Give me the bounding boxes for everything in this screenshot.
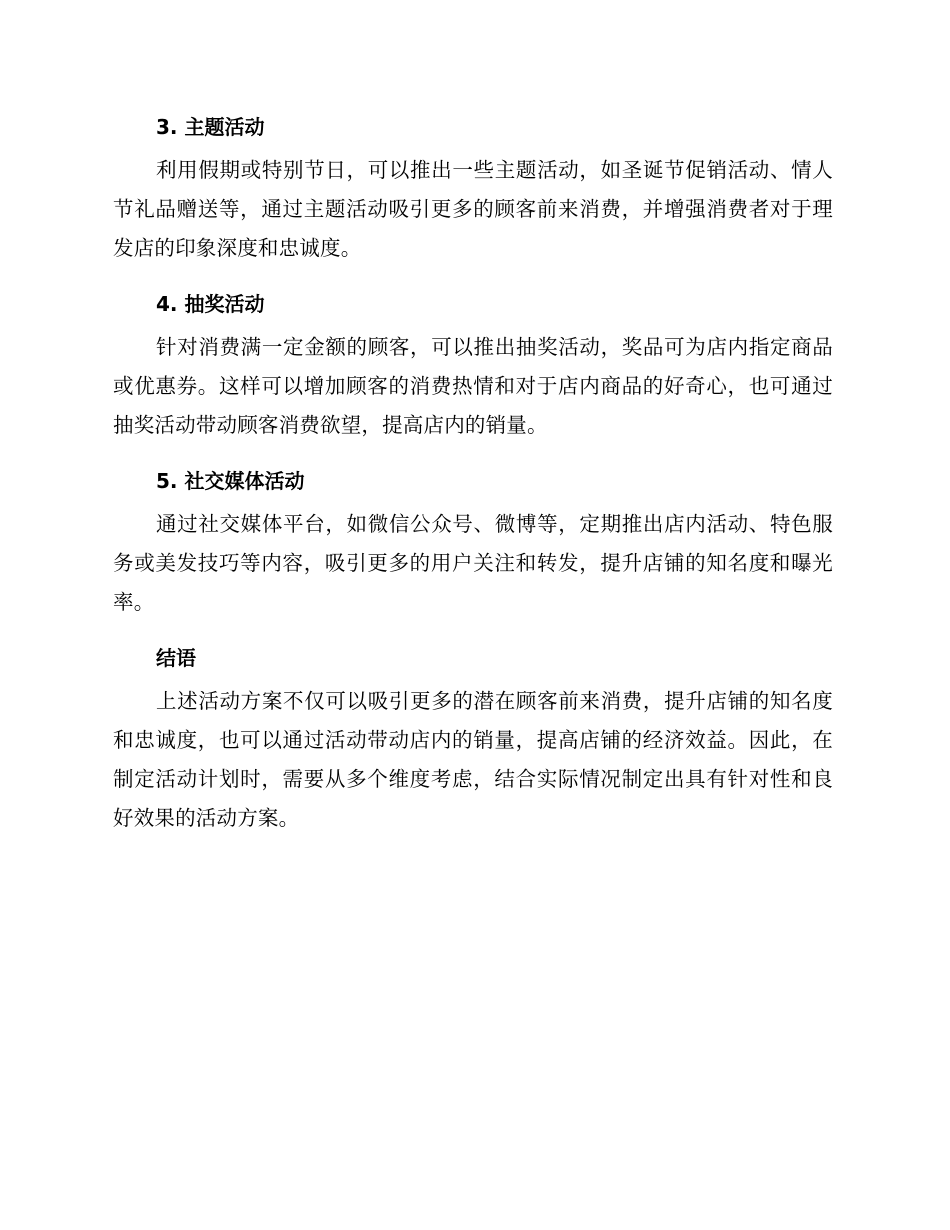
document-body bbox=[113, 108, 833, 855]
section-paragraph-lottery-activity: 针对消费满一定金额的顾客，可以推出抽奖活动，奖品可为店内指定商品或优惠券。这样可以增加顾客的消费热情和对于店内商品的好奇心，也可通过抽奖活动带动顾客消费欲望，提高店内的销量。 bbox=[113, 335, 833, 437]
section-paragraph-social-media-activity: 通过社交媒体平台，如微信公众号、微博等，定期推出店内活动、特色服务或美发技巧等内容，吸引更多的用户关注和转发，提升店铺的知名度和曝光率。 bbox=[113, 512, 833, 614]
section-paragraph-theme-activity: 利用假期或特别节日，可以推出一些主题活动，如圣诞节促销活动、情人节礼品赠送等，通过主题活动吸引更多的顾客前来消费，并增强消费者对于理发店的印象深度和忠诚度。 bbox=[113, 158, 833, 260]
section-heading-conclusion: 结语 bbox=[156, 646, 196, 670]
section-heading-social-media-activity: 5. 社交媒体活动 bbox=[156, 469, 305, 493]
section-heading-theme-activity: 3. 主题活动 bbox=[156, 115, 265, 139]
section-paragraph-conclusion: 上述活动方案不仅可以吸引更多的潜在顾客前来消费，提升店铺的知名度和忠诚度，也可以通过活动带动店内的销量，提高店铺的经济效益。因此，在制定活动计划时，需要从多个维度考虑，结合实际情况制定出具有针对性和良好效果的活动方案。 bbox=[113, 689, 833, 830]
section-heading-lottery-activity: 4. 抽奖活动 bbox=[156, 292, 265, 316]
